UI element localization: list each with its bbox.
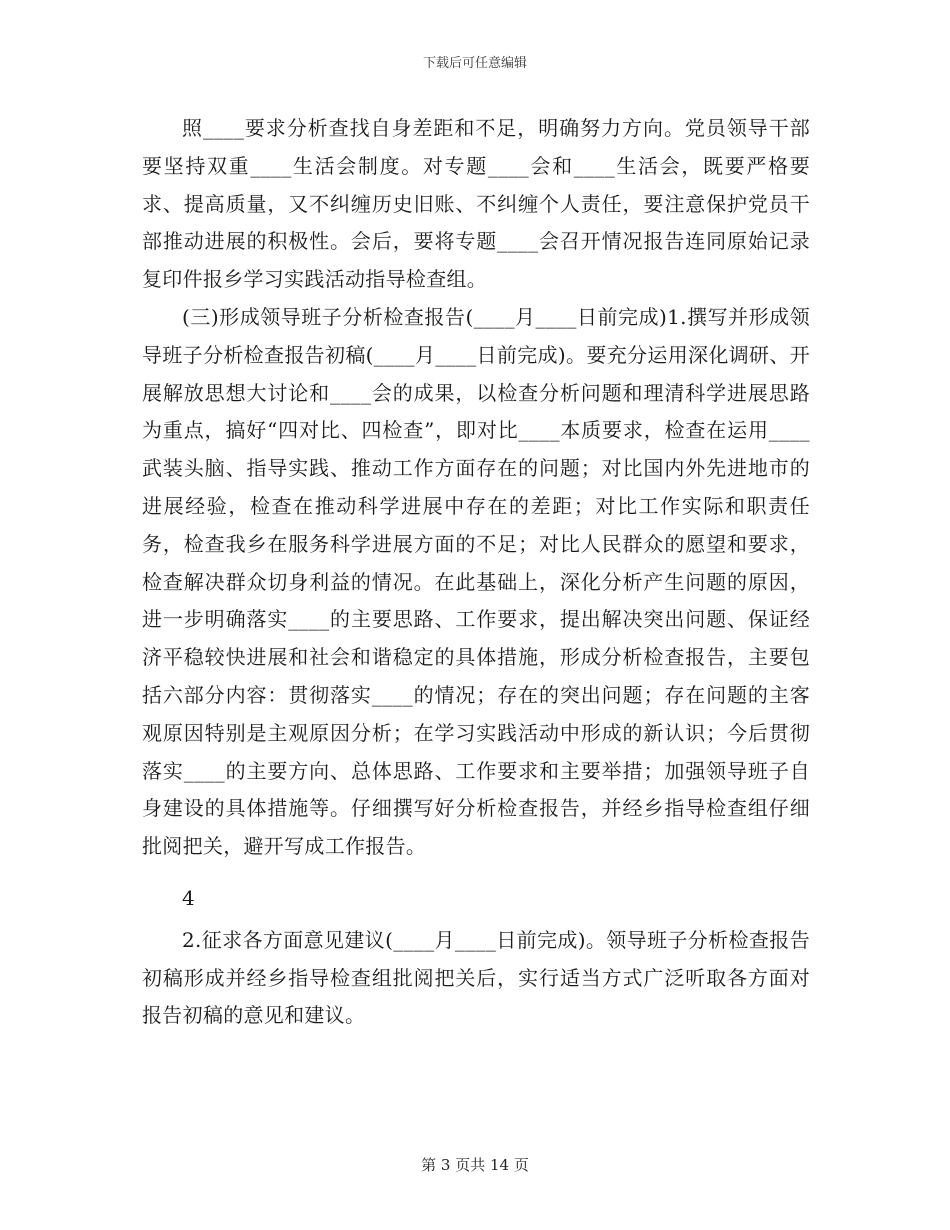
page-footer: 第 3 页共 14 页 <box>421 1156 529 1174</box>
page-header: 下载后可任意编辑 <box>422 56 527 71</box>
inline-page-number: 4 <box>182 885 195 910</box>
paragraph-1: 照____要求分析查找自身差距和不足，明确努力方向。党员领导干部要坚持双重____生活会制度。对专题____会和____生活会，既要严格要求、提高质量，又不纠缠历史旧账、不纠缠个人责任，要注意保护党员干部推动进展的积极性。会后，要将专题____会召开情况报告连同原始记录复印件报乡学习实践活动指导检查组。 <box>142 116 810 292</box>
paragraph-3: 2.征求各方面意见建议(____月____日前完成)。领导班子分析检查报告初稿形成并经乡指导检查组批阅把关后，实行适当方式广泛听取各方面对报告初稿的意见和建议。 <box>142 927 810 1028</box>
paragraph-2: (三)形成领导班子分析检查报告(____月____日前完成)1.撰写并形成领导班子分析检查报告初稿(____月____日前完成)。要充分运用深化调研、开展解放思想大讨论和____会的成果，以检查分析问题和理清科学进展思路为重点，搞好“四对比、四检查”，即对比____本质要求，检查在运用____武装头脑、指导实践、推动工作方面存在的问题；对比国内外先进地市的进展经验，检查在推动科学进展中存在的差距；对比工作实际和职责任务，检查我乡在服务科学进展方面的不足；对比人民群众的愿望和要求，检查解决群众切身利益的情况。在此基础上，深化分析产生问题的原因，进一步明确落实____的主要思路、工作要求，提出解决突出问题、保证经济平稳较快进展和社会和谐稳定的具体措施，形成分析检查报告，主要包括六部分内容：贯彻落实____的情况；存在的突出问题；存在问题的主客观原因特别是主观原因分析；在学习实践活动中形成的新认识；今后贯彻落实____的主要方向、总体思路、工作要求和主要举措；加强领导班子自身建设的具体措施等。仔细撰写好分析检查报告，并经乡指导检查组仔细批阅把关，避开写成工作报告。 <box>142 304 810 859</box>
document-body <box>142 110 810 1035</box>
